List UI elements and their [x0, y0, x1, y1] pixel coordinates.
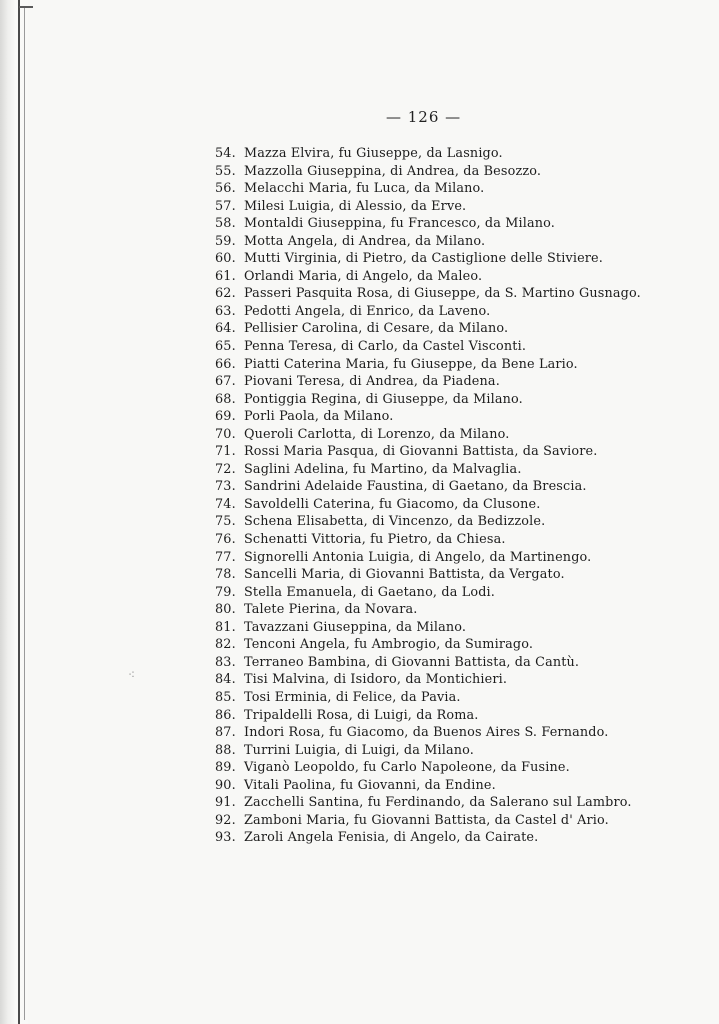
- entry-text: Penna Teresa, di Carlo, da Castel Visconti.: [244, 339, 527, 355]
- entry-number: 92.: [215, 812, 236, 828]
- entry-number: 83.: [215, 654, 236, 670]
- entry-text: Pellisier Carolina, di Cesare, da Milano.: [244, 321, 509, 337]
- entry-number: 57.: [215, 198, 236, 214]
- entry-number: 71.: [215, 444, 236, 460]
- entry-text: Indori Rosa, fu Giacomo, da Buenos Aires S. Fernando.: [244, 725, 609, 741]
- entry-number: 68.: [215, 391, 236, 407]
- entry-number: 78.: [215, 567, 236, 583]
- page-number: — 126 —: [386, 108, 462, 126]
- entry-number: 63.: [215, 303, 236, 319]
- entry-text: Orlandi Maria, di Angelo, da Maleo.: [244, 268, 483, 284]
- binding-rule: [18, 0, 20, 1024]
- entry-text: Mazza Elvira, fu Giuseppe, da Lasnigo.: [244, 146, 503, 161]
- entry-number: 89.: [215, 760, 236, 776]
- entry-text: Mutti Virginia, di Pietro, da Castiglione delle Stiviere.: [244, 251, 604, 267]
- entry-number: 56.: [215, 181, 236, 197]
- entry-number: 67.: [215, 374, 236, 390]
- entry-number: 93.: [215, 830, 236, 846]
- entry-text: Viganò Leopoldo, fu Carlo Napoleone, da Fusine.: [244, 760, 570, 776]
- ink-speck-mark: ⁖: [128, 668, 136, 682]
- entry-number: 90.: [215, 777, 236, 793]
- entry-text: Tenconi Angela, fu Ambrogio, da Sumirago.: [244, 637, 534, 653]
- entry-number: 59.: [215, 233, 236, 249]
- entry-number: 75.: [215, 514, 236, 530]
- entry-text: Talete Pierina, da Novara.: [244, 602, 418, 618]
- entry-text: Passeri Pasquita Rosa, di Giuseppe, da S. Martino Gusnago.: [244, 286, 641, 302]
- entry-text: Zaroli Angela Fenisia, di Angelo, da Cairate.: [244, 830, 539, 846]
- entry-text: Turrini Luigia, di Luigi, da Milano.: [244, 742, 474, 758]
- entry-text: Porli Paola, da Milano.: [244, 409, 394, 425]
- entry-number: 88.: [215, 742, 236, 758]
- entry-number: 66.: [215, 356, 236, 372]
- entry-text: Tisi Malvina, di Isidoro, da Montichieri.: [244, 672, 508, 688]
- entry-text: Schena Elisabetta, di Vincenzo, da Bedizzole.: [244, 514, 546, 530]
- entry-text: Motta Angela, di Andrea, da Milano.: [244, 233, 486, 249]
- entry-number: 62.: [215, 286, 236, 302]
- entry-number: 76.: [215, 532, 236, 548]
- entry-number: 85.: [215, 689, 236, 705]
- entry-text: Mazzolla Giuseppina, di Andrea, da Besozzo.: [244, 163, 542, 179]
- entry-text: Queroli Carlotta, di Lorenzo, da Milano.: [244, 426, 510, 442]
- entry-text: Zamboni Maria, fu Giovanni Battista, da Castel d' Ario.: [244, 812, 609, 828]
- entry-number: 55.: [215, 163, 236, 179]
- entry-number: 79.: [215, 584, 236, 600]
- binding-edge: [0, 0, 34, 1024]
- entry-text: Pedotti Angela, di Enrico, da Laveno.: [244, 303, 491, 319]
- entry-text: Terraneo Bambina, di Giovanni Battista, da Cantù.: [244, 654, 580, 670]
- entry-text: Melacchi Maria, fu Luca, da Milano.: [244, 181, 485, 197]
- entry-text: Sandrini Adelaide Faustina, di Gaetano, da Brescia.: [244, 479, 587, 495]
- entry-number: 77.: [215, 549, 236, 565]
- entry-text: Rossi Maria Pasqua, di Giovanni Battista, da Saviore.: [244, 444, 598, 460]
- entry-text: Pontiggia Regina, di Giuseppe, da Milano.: [244, 391, 523, 407]
- entry-text: Tosi Erminia, di Felice, da Pavia.: [244, 689, 461, 705]
- entry-text: Saglini Adelina, fu Martino, da Malvaglia.: [244, 461, 522, 477]
- entry-text: Sancelli Maria, di Giovanni Battista, da Vergato.: [244, 567, 565, 583]
- entry-text: Zacchelli Santina, fu Ferdinando, da Salerano sul Lambro.: [244, 795, 632, 811]
- entry-number: 73.: [215, 479, 236, 495]
- entry-number: 60.: [215, 251, 236, 267]
- entry-number: 84.: [215, 672, 236, 688]
- entry-number: 80.: [215, 602, 236, 618]
- entry-text: Milesi Luigia, di Alessio, da Erve.: [244, 198, 467, 214]
- entry-number: 87.: [215, 725, 236, 741]
- entry-text: Montaldi Giuseppina, fu Francesco, da Milano.: [244, 216, 556, 232]
- entry-number: 54.: [215, 146, 236, 161]
- entry-number: 72.: [215, 461, 236, 477]
- entry-text: Schenatti Vittoria, fu Pietro, da Chiesa.: [244, 532, 506, 548]
- entry-number: 74.: [215, 496, 236, 512]
- entry-text: Piovani Teresa, di Andrea, da Piadena.: [244, 374, 500, 390]
- binding-hook: [19, 6, 33, 8]
- entry-text: Tavazzani Giuseppina, da Milano.: [244, 619, 467, 635]
- entry-number: 69.: [215, 409, 236, 425]
- entry-text: Vitali Paolina, fu Giovanni, da Endine.: [244, 777, 496, 793]
- entry-number: 65.: [215, 339, 236, 355]
- entry-text: Stella Emanuela, di Gaetano, da Lodi.: [244, 584, 496, 600]
- entry-number: 58.: [215, 216, 236, 232]
- entry-number: 82.: [215, 637, 236, 653]
- entry-text: Savoldelli Caterina, fu Giacomo, da Clusone.: [244, 496, 541, 512]
- entry-number: 81.: [215, 619, 236, 635]
- entry-number: 70.: [215, 426, 236, 442]
- entry-number: 91.: [215, 795, 236, 811]
- entry-text: Tripaldelli Rosa, di Luigi, da Roma.: [244, 707, 479, 723]
- entry-number: 86.: [215, 707, 236, 723]
- entry-text: Signorelli Antonia Luigia, di Angelo, da Martinengo.: [244, 549, 592, 565]
- entry-text: Piatti Caterina Maria, fu Giuseppe, da Bene Lario.: [244, 356, 578, 372]
- entry-number: 64.: [215, 321, 236, 337]
- binding-rule-thin: [24, 8, 25, 1020]
- entry-number: 61.: [215, 268, 236, 284]
